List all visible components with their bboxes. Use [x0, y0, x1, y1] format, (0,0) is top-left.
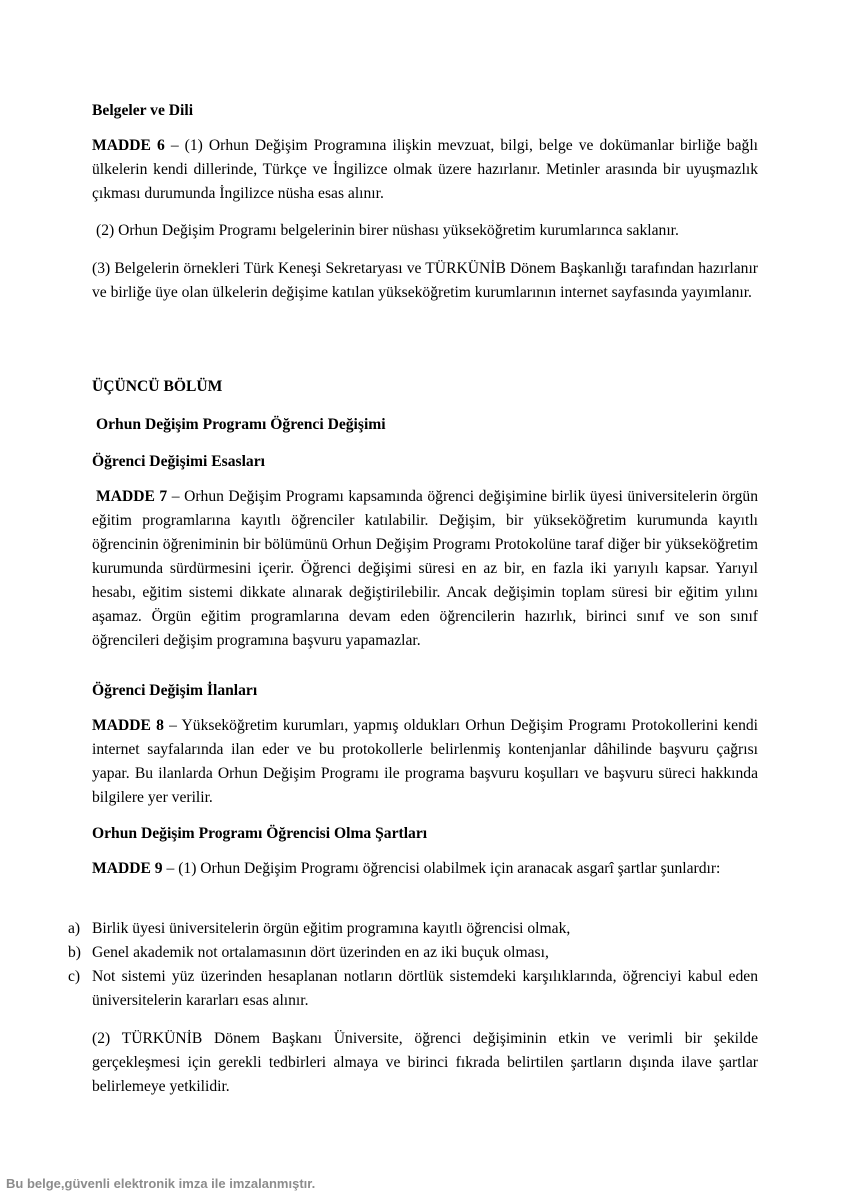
- article-9-intro: [92, 857, 758, 881]
- list-marker: b): [68, 944, 81, 961]
- article-6-label: MADDE 6: [92, 137, 165, 154]
- article-6-para1-text: – (1) Orhun Değişim Programına ilişkin mevzuat, bilgi, belge ve dokümanlar birliğe bağlı ülkelerin kendi dillerinde, Türkçe ve İngilizce olmak üzere hazırlanır. Metinler arasında bir uyuşmazlık çıkması durumunda İngilizce nüsha esas alınır.: [92, 137, 758, 202]
- list-marker: a): [68, 920, 81, 937]
- article-8-paragraph: [92, 714, 758, 810]
- article-7-text: – Orhun Değişim Programı kapsamında öğrenci değişimine birlik üyesi üniversitelerin örgün eğitim programlarına kayıtlı öğrenciler katılabilir. Değişim, bir yükseköğretim kurumunda kayıtlı öğrencinin öğreniminin bir bölümünü Orhun Değişim Programı Protokolüne taraf diğer bir yükseköğretim kurumunda sürdürmesini içerir. Öğrenci değişimi süresi en az bir, en fazla iki yarıyılı kapsar. Yarıyıl hesabı, eğitim sistemi dikkate alınarak değiştirilebilir. Ancak değişimin toplam süresi bir eğitim yılını aşamaz. Örgün eğitim programlarına devam eden öğrencilerin hazırlık, birinci sınıf ve son sınıf öğrencileri değişim programına başvuru yapamazlar.: [92, 488, 759, 649]
- section-heading-conditions: Orhun Değişim Programı Öğrencisi Olma Şartları: [92, 825, 428, 842]
- section-heading-principles: Öğrenci Değişimi Esasları: [92, 453, 265, 470]
- list-item: [0, 965, 758, 1013]
- list-item-text: Genel akademik not ortalamasının dört üzerinden en az iki buçuk olması,: [92, 944, 549, 961]
- article-7-paragraph: [92, 485, 758, 653]
- list-item: [0, 941, 758, 965]
- article-7-label: MADDE 7: [96, 488, 168, 505]
- article-9-intro-text: – (1) Orhun Değişim Programı öğrencisi olabilmek için aranacak asgarî şartlar şunlardır:: [162, 860, 721, 877]
- article-6-paragraph-1: [92, 134, 758, 206]
- article-8-text: – Yükseköğretim kurumları, yapmış oldukları Orhun Değişim Programı Protokollerini kendi internet sayfalarında ilan eder ve bu protokollerle belirlenmiş kontenjanlar dâhilinde başvuru çağrısı yapar. Bu ilanlarda Orhun Değişim Programı ile programa başvuru koşulları ve başvuru süreci hakkında bilgilere yer verilir.: [92, 717, 758, 806]
- section-heading-documents: Belgeler ve Dili: [92, 102, 194, 119]
- conditions-list: [0, 917, 758, 1013]
- article-8-label: MADDE 8: [92, 717, 164, 734]
- section-heading-announcements: Öğrenci Değişim İlanları: [92, 682, 258, 699]
- article-9-paragraph-2: (2) TÜRKÜNİB Dönem Başkanı Üniversite, öğrenci değişiminin etkin ve verimli bir şekilde gerçekleşmesi için gerekli tedbirleri almaya ve birinci fıkrada belirtilen şartların dışında ilave şartlar belirlemeye yetkilidir.: [92, 1030, 758, 1095]
- article-9-label: MADDE 9: [92, 860, 163, 877]
- list-marker: c): [68, 968, 81, 985]
- chapter-subtitle: Orhun Değişim Programı Öğrenci Değişimi: [96, 416, 386, 433]
- article-6-paragraph-3: (3) Belgelerin örnekleri Türk Keneşi Sekretaryası ve TÜRKÜNİB Dönem Başkanlığı tarafından hazırlanır ve birliğe üye olan ülkelerin değişime katılan yükseköğretim kurumlarının internet sayfasında yayımlanır.: [92, 260, 758, 301]
- article-6-paragraph-2: (2) Orhun Değişim Programı belgelerinin birer nüshası yükseköğretim kurumlarınca saklanır.: [96, 222, 679, 239]
- list-item: [0, 917, 758, 941]
- list-item-text: Birlik üyesi üniversitelerin örgün eğitim programına kayıtlı öğrencisi olmak,: [92, 920, 571, 937]
- e-signature-note: Bu belge,güvenli elektronik imza ile imzalanmıştır.: [6, 1176, 316, 1191]
- chapter-title: ÜÇÜNCÜ BÖLÜM: [92, 378, 223, 395]
- list-item-text: Not sistemi yüz üzerinden hesaplanan notların dörtlük sistemdeki karşılıklarında, öğrenciyi kabul eden üniversitelerin kararları esas alınır.: [92, 968, 758, 1009]
